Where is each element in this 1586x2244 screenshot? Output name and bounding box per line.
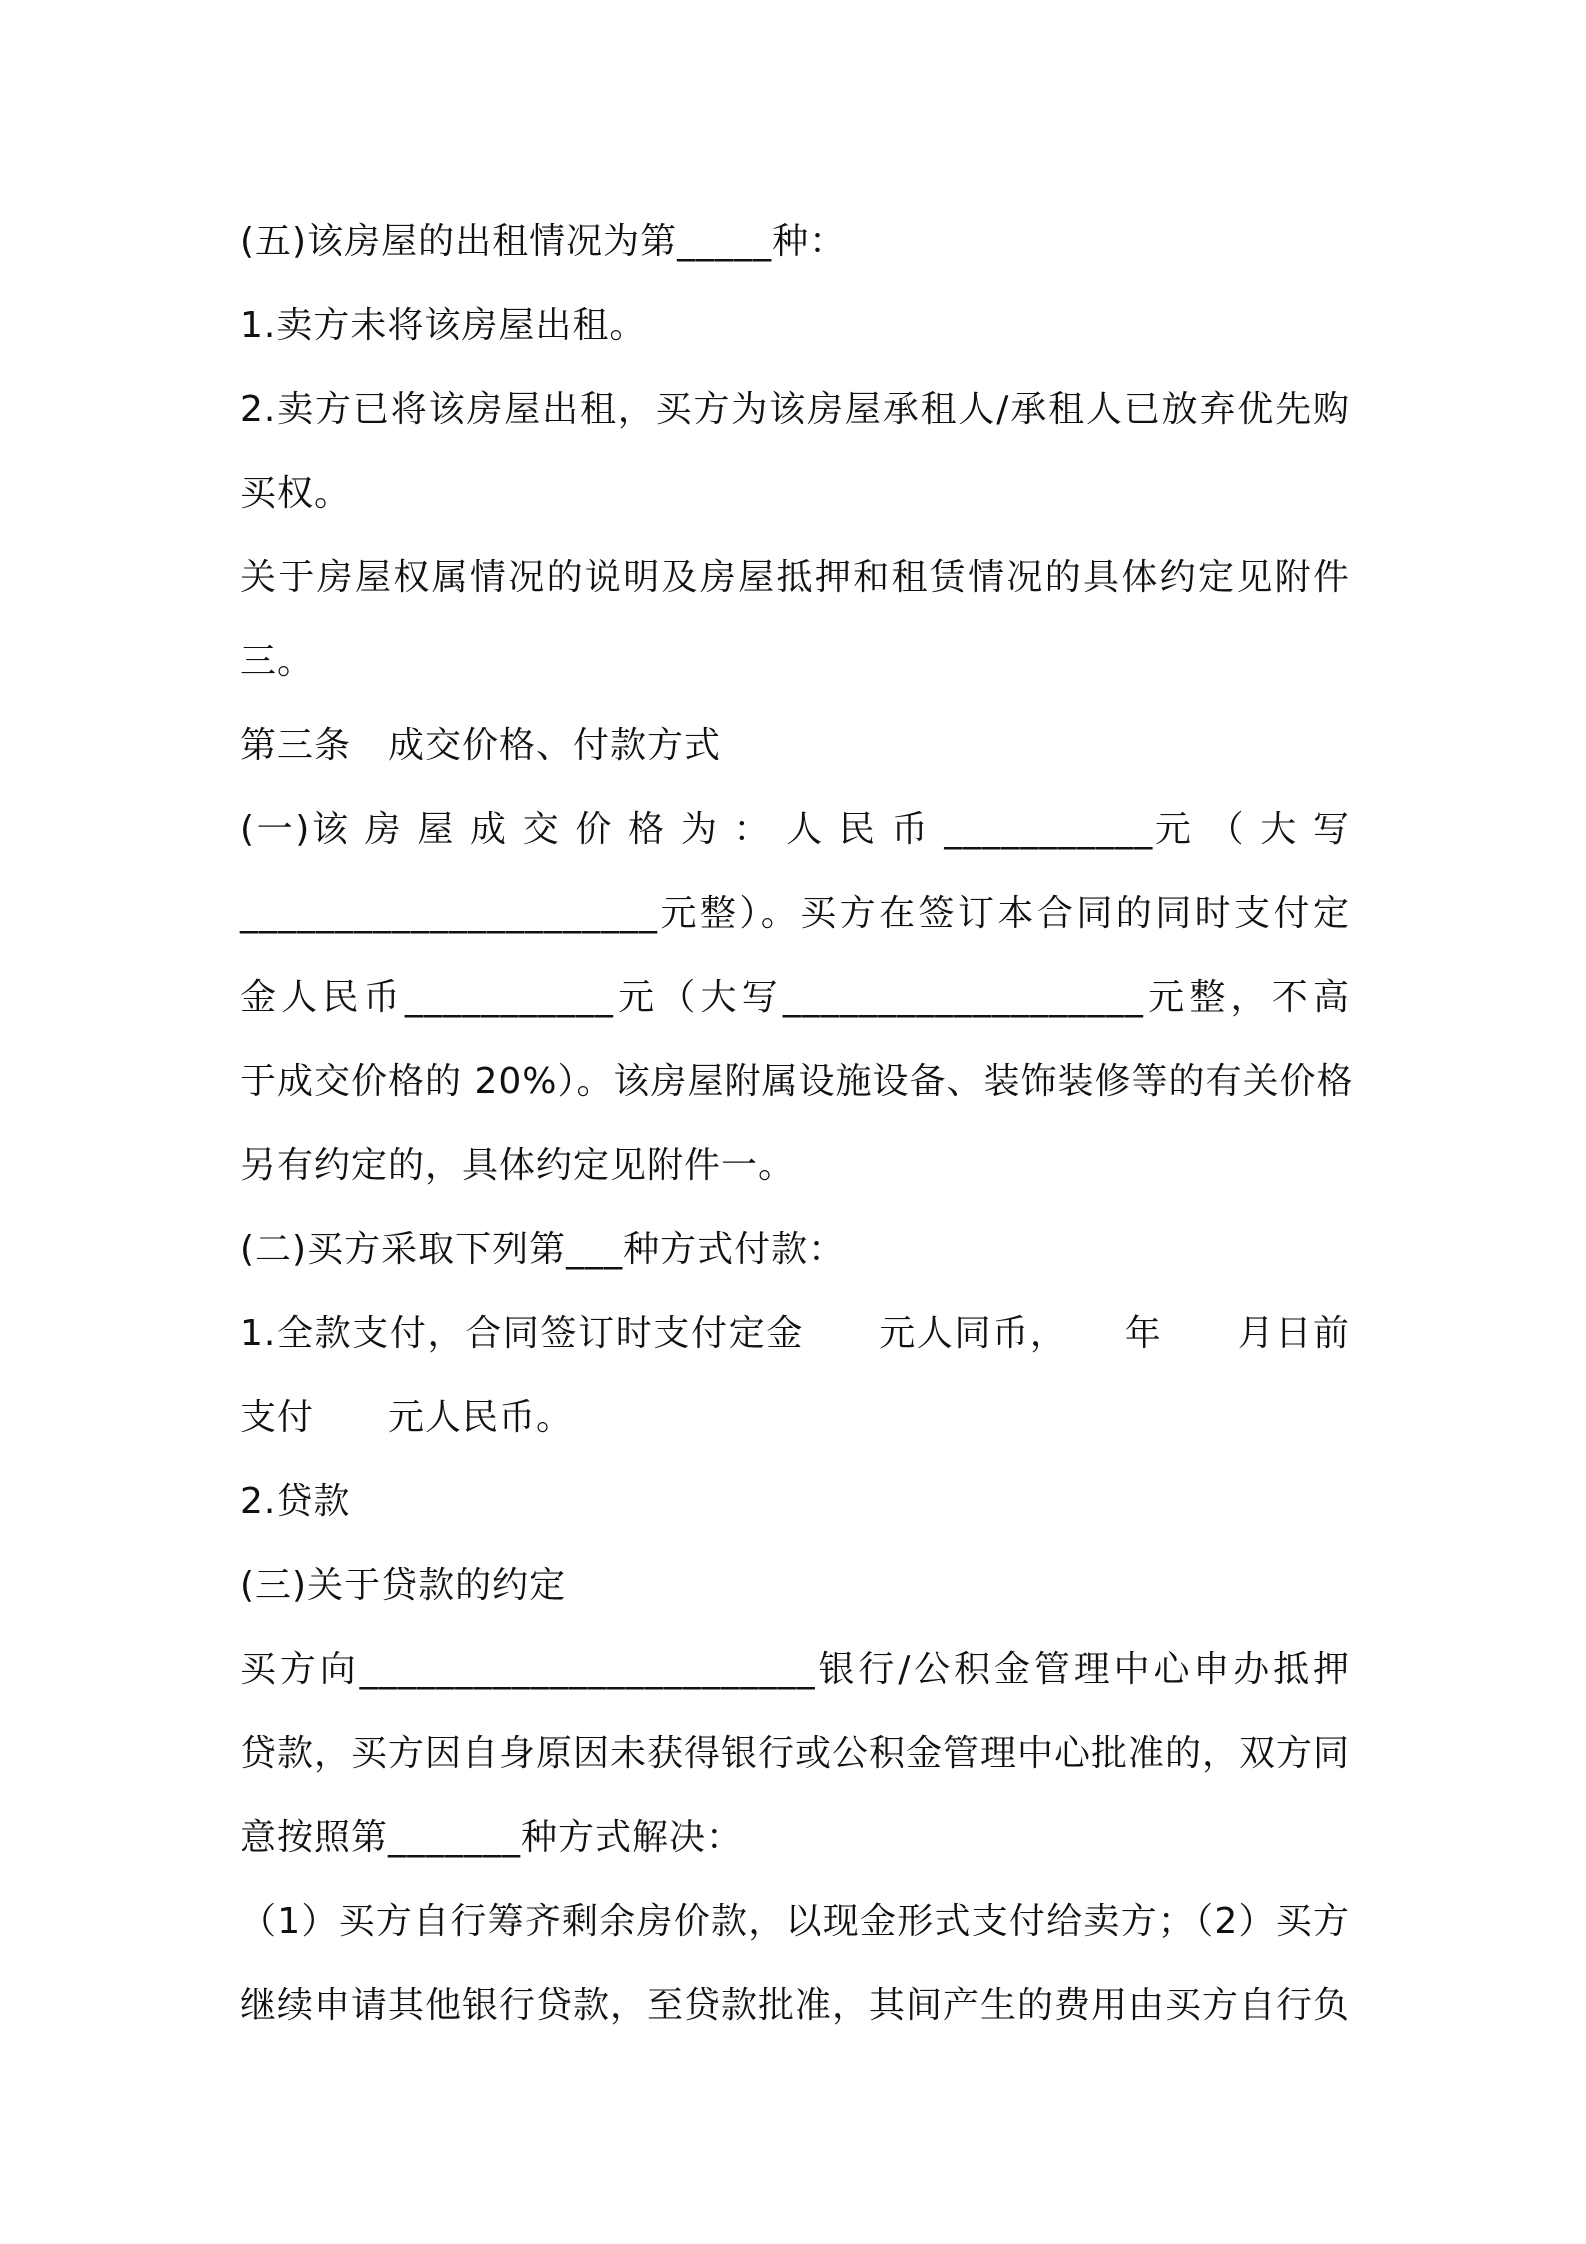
rental-option-2: 2.卖方已将该房屋出租，买方为该房屋承租人/承租人已放弃优先购 — [240, 389, 1350, 430]
clause-5-rental-status: (五)该房屋的出租情况为第_____种： — [240, 221, 847, 262]
clause-2-payment-method: (二)买方采取下列第___种方式付款： — [240, 1229, 846, 1270]
payment-option-2: 2.贷款 — [240, 1481, 351, 1522]
loan-bank-line-cont1: 贷款，买方因自身原因未获得银行或公积金管理中心批准的，双方同 — [240, 1733, 1351, 1774]
clause-1-price-cont1: ______________________元整）。买方在签订本合同的同时支付定 — [240, 893, 1350, 934]
clause-1-price-cont3: 于成交价格的 20%）。该房屋附属设施设备、装饰装修等的有关价格 — [240, 1061, 1354, 1102]
rental-option-1: 1.卖方未将该房屋出租。 — [240, 305, 647, 346]
loan-bank-line: 买方向________________________银行/公积金管理中心申办抵押 — [240, 1649, 1350, 1690]
loan-solution-cont: 继续申请其他银行贷款，至贷款批准，其间产生的费用由买方自行负 — [240, 1985, 1351, 2026]
payment-option-1: 1.全款支付，合同签订时支付定金 元人同币， 年 月日前 — [240, 1313, 1350, 1354]
ownership-note-cont: 三。 — [240, 641, 315, 682]
loan-solution-1-2: （1）买方自行筹齐剩余房价款，以现金形式支付给卖方；（2）买方 — [240, 1901, 1350, 1942]
payment-option-1-cont: 支付 元人民币。 — [240, 1397, 574, 1438]
loan-bank-line-cont2: 意按照第_______种方式解决： — [240, 1817, 744, 1858]
document-page — [240, 200, 1354, 2048]
rental-option-2-cont: 买权。 — [240, 473, 352, 514]
clause-1-price: (一)该 房 屋 成 交 价 格 为 ： 人 民 币 ___________元 （ 大 写 — [240, 809, 1350, 850]
clause-1-price-cont4: 另有约定的，具体约定见附件一。 — [240, 1145, 796, 1186]
article-3-heading: 第三条 成交价格、付款方式 — [240, 725, 722, 766]
clause-1-price-cont2: 金人民币___________元（大写___________________元整，不高 — [240, 977, 1350, 1018]
clause-3-loan: (三)关于贷款的约定 — [240, 1565, 567, 1606]
ownership-note: 关于房屋权属情况的说明及房屋抵押和租赁情况的具体约定见附件 — [240, 557, 1350, 598]
